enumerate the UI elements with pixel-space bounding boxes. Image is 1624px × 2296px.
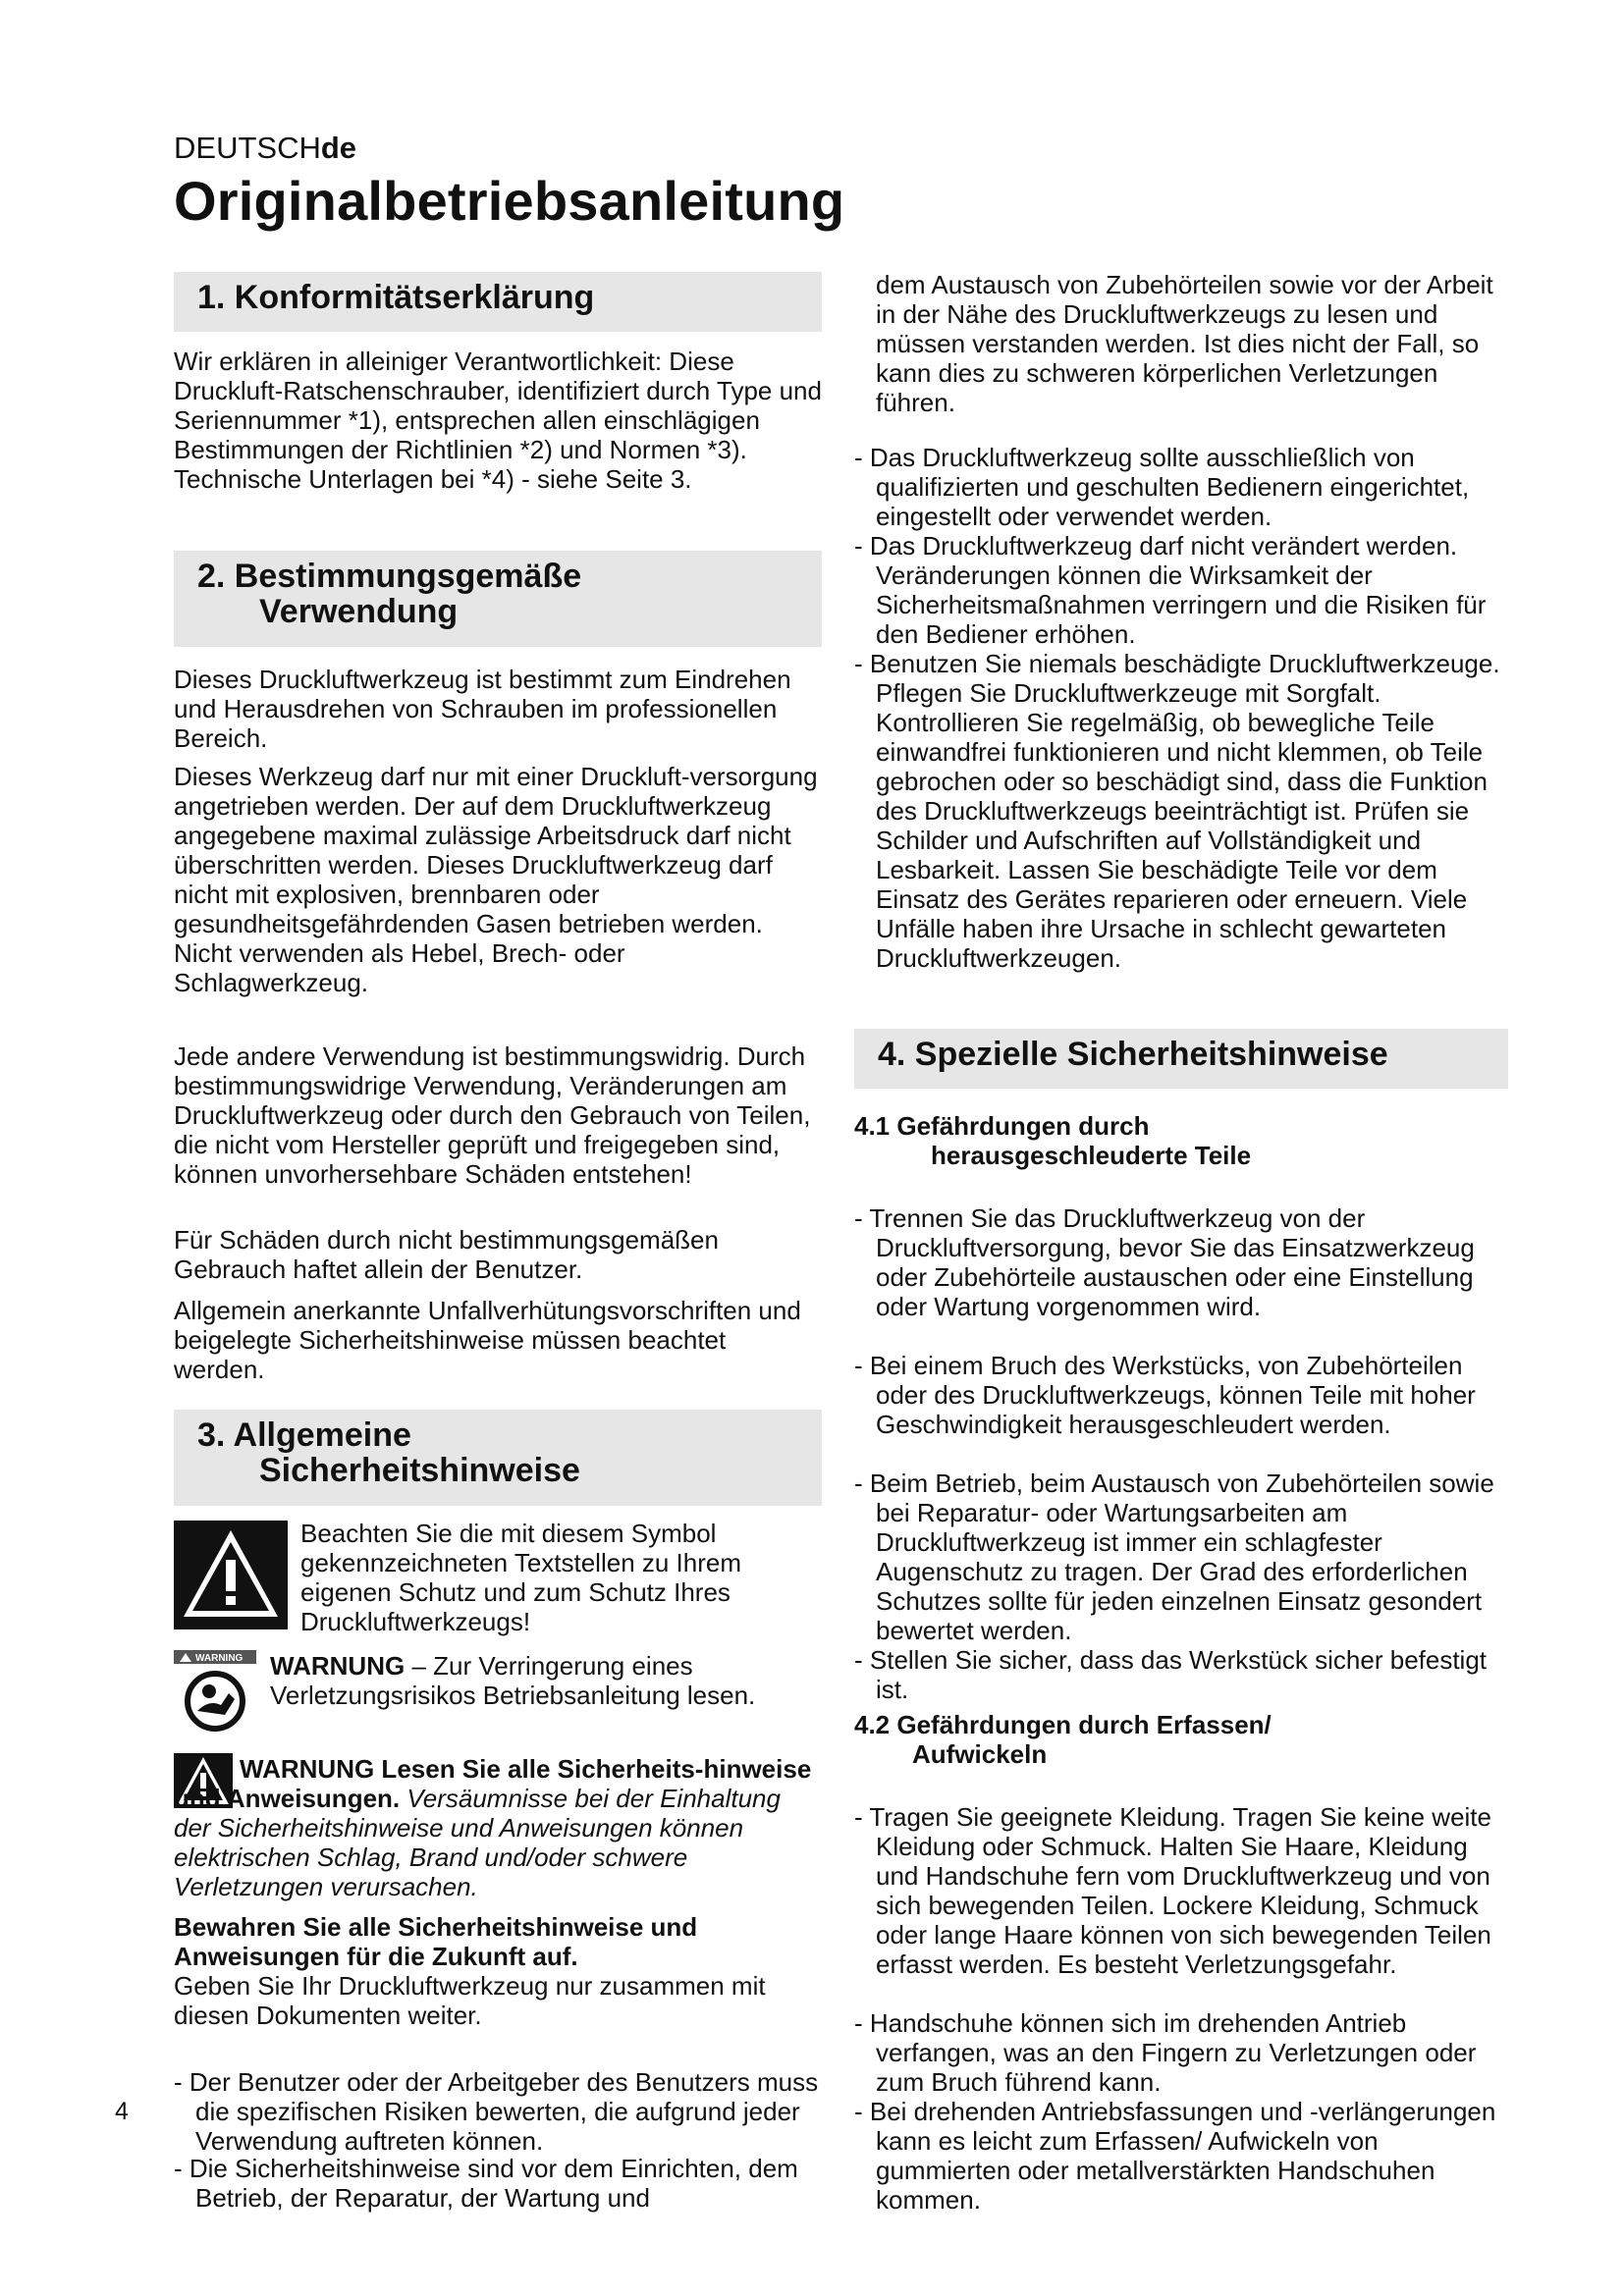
page-number: 4 (115, 2098, 129, 2125)
left-bullet-1: - Der Benutzer oder der Arbeitgeber des Benutzers muss die spezifischen Risiken bewerten, die aufgrund jeder Verwendung auftreten können. (174, 2067, 819, 2156)
section-2-header: 2. Bestimmungsgemäße Verwendung (174, 551, 822, 647)
s42-bullet-2: - Handschuhe können sich im drehenden Antrieb verfangen, was an den Fingern zu Verletzungen oder zum Bruch führend kann. (854, 2008, 1477, 2097)
section-2-p3: Jede andere Verwendung ist bestimmungswidrig. Durch bestimmungswidrige Verwendung, Veränderungen am Druckluftwerkzeug oder durch den Gebrauch von Teilen, die nicht vom Hersteller geprüft und freigegeben sind, können unvorhersehbare Schäden entstehen! (174, 1041, 811, 1189)
left-bullet-2-start: - Die Sicherheitshinweise sind vor dem Einrichten, dem Betrieb, der Reparatur, der Wartung und (174, 2154, 798, 2213)
s41-bullet-1: - Trennen Sie das Druckluftwerkzeug von der Druckluftversorgung, bevor Sie das Einsatzwerkzeug oder Zubehörteile austauschen oder eine Einstellung oder Wartung vorgenommen wird. (854, 1203, 1475, 1321)
s42-bullet-3: - Bei drehenden Antriebsfassungen und -verlängerungen kann es leicht zum Erfassen/ Aufwickeln von gummierten oder metallverstärkten Handschuhen kommen. (854, 2097, 1496, 2215)
section-4-2-heading: 4.2 Gefährdungen durch Erfassen/ Aufwickeln (854, 1710, 1272, 1769)
symbol-explanation: Beachten Sie die mit diesem Symbol gekennzeichneten Textstellen zu Ihrem eigenen Schutz und zum Schutz Ihres Druckluftwerkzeugs! (300, 1519, 742, 1636)
section-2-p5: Allgemein anerkannte Unfallverhütungsvorschriften und beigelegte Sicherheitshinweise müssen beachtet werden. (174, 1296, 801, 1384)
warning-read-manual: WARNUNG – Zur Verringerung eines Verletzungsrisikos Betriebsanleitung lesen. (270, 1651, 756, 1710)
section-2-p4: Für Schäden durch nicht bestimmungsgemäßen Gebrauch haftet allein der Benutzer. (174, 1225, 719, 1284)
s41-bullet-4: - Stellen Sie sicher, dass das Werkstück sicher befestigt ist. (854, 1645, 1488, 1704)
keep-instructions-heading: Bewahren Sie alle Sicherheitshinweise und Anweisungen für die Zukunft auf. (174, 1912, 698, 1971)
warning-read-all: WARNUNG Lesen Sie alle Sicherheits-hinweise und Anweisungen. Versäumnisse bei der Einhaltung der Sicherheitshinweise und Anweisungen können elektrischen Schlag, Brand und/oder schwere Verletzungen verursachen. (174, 1754, 812, 1901)
warning-badge-text: WARNING (195, 1653, 244, 1664)
right-bullet-2-cont: dem Austausch von Zubehörteilen sowie vor der Arbeit in der Nähe des Druckluftwerkzeugs zu lesen und müssen verstanden werden. Ist dies nicht der Fall, so kann dies zu schweren körperlichen Verletzungen führen. (876, 270, 1493, 417)
section-1-text: Wir erklären in alleiniger Verantwortlichkeit: Diese Druckluft-Ratschenschrauber, identifiziert durch Type und Seriennummer *1), entsprechen allen einschlägigen Bestimmungen der Richtlinien *2) und Normen *3). Technische Unterlagen bei *4) - siehe Seite 3. (174, 347, 822, 494)
s41-bullet-3: - Beim Betrieb, beim Austausch von Zubehörteilen sowie bei Reparatur- oder Wartungsarbeiten am Druckluftwerkzeug ist immer ein schlagfester Augenschutz zu tragen. Der Grad des erforderlichen Schutzes sollte für jeden einzelnen Einsatz gesondert bewertet werden. (854, 1468, 1494, 1645)
keep-instructions-text: Geben Sie Ihr Druckluftwerkzeug nur zusammen mit diesen Dokumenten weiter. (174, 1971, 766, 2030)
section-4-1-heading: 4.1 Gefährdungen durch herausgeschleuderte Teile (854, 1111, 1252, 1170)
s42-bullet-1: - Tragen Sie geeignete Kleidung. Tragen Sie keine weite Kleidung oder Schmuck. Halten Sie Haare, Kleidung und Handschuhe fern vom Druckluftwerkzeug und von sich bewegenden Teilen. Lockere Kleidung, Schmuck oder lange Haare können von sich bewegenden Teilen erfasst werden. Es besteht Verletzungsgefahr. (854, 1802, 1491, 1979)
right-bullet-5: - Benutzen Sie niemals beschädigte Druckluftwerkzeuge. Pflegen Sie Druckluftwerkzeuge mit Sorgfalt. Kontrollieren Sie regelmäßig, ob bewegliche Teile einwandfrei funktionieren und nicht klemmen, ob Teile gebrochen oder so beschädigt sind, dass die Funktion des Druckluftwerkzeugs beeinträchtigt ist. Prüfen sie Schilder und Aufschriften auf Vollständigkeit und Lesbarkeit. Lassen Sie beschädigte Teile vor dem Einsatz des Gerätes reparieren oder erneuern. Viele Unfälle haben ihre Ursache in schlecht gewarteten Druckluftwerkzeugen. (854, 649, 1500, 973)
s41-bullet-2: - Bei einem Bruch des Werkstücks, von Zubehörteilen oder des Druckluftwerkzeugs, können Teile mit hoher Geschwindigkeit herausgeschleudert werden. (854, 1351, 1476, 1439)
language-tag (174, 131, 356, 166)
section-3-header: 3. Allgemeine Sicherheitshinweise (174, 1410, 822, 1506)
right-bullet-4: - Das Druckluftwerkzeug darf nicht verändert werden. Veränderungen können die Wirksamkeit der Sicherheitsmaßnahmen verringern und die Risiken für den Bediener erhöhen. (854, 531, 1487, 649)
section-1-header: 1. Konformitätserklärung (174, 272, 822, 332)
section-4-header: 4. Spezielle Sicherheitshinweise (854, 1029, 1508, 1089)
section-2-p2: Dieses Werkzeug darf nur mit einer Druckluft-versorgung angetrieben werden. Der auf dem Druckluftwerkzeug angegebene maximal zulässige Arbeitsdruck darf nicht überschritten werden. Dieses Druckluftwerkzeug darf nicht mit explosiven, brennbaren oder gesundheitsgefährdenden Gasen betrieben werden. Nicht verwenden als Hebel, Brech- oder Schlagwerkzeug. (174, 762, 818, 997)
read-manual-icon (174, 1650, 256, 1733)
section-2-p1: Dieses Druckluftwerkzeug ist bestimmt zum Eindrehen und Herausdrehen von Schrauben im professionellen Bereich. (174, 665, 791, 753)
warning-triangle-icon (174, 1521, 288, 1629)
page-title: Originalbetriebsanleitung (174, 170, 845, 232)
language-code: de (320, 131, 357, 165)
language-label: DEUTSCH (174, 131, 321, 165)
right-bullet-3: - Das Druckluftwerkzeug sollte ausschließlich von qualifizierten und geschulten Bedienern eingerichtet, eingestellt oder verwendet werden. (854, 443, 1470, 531)
